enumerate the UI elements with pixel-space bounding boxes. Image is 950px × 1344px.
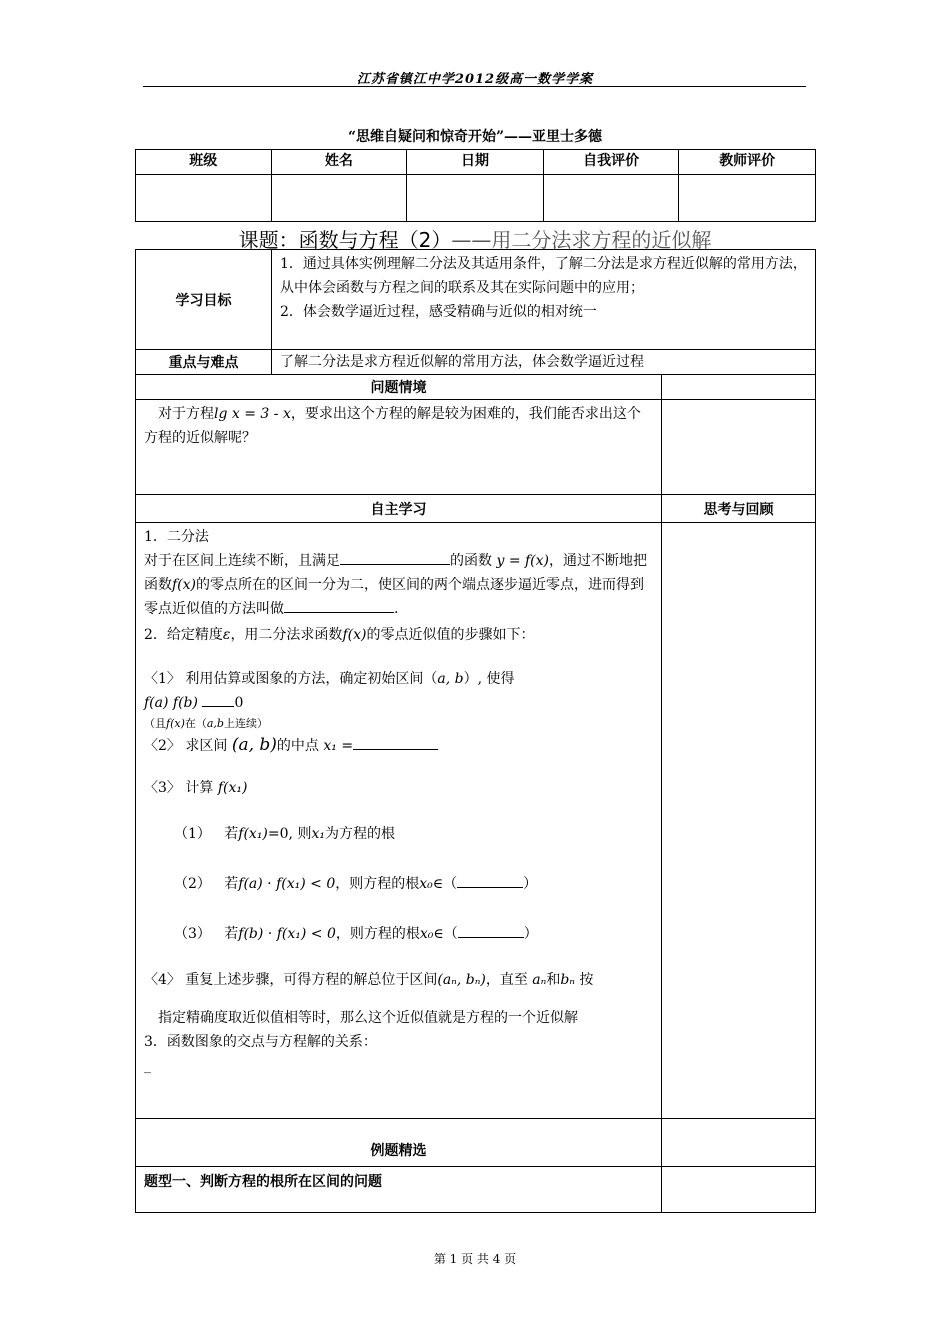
blank-method-name[interactable] (284, 598, 394, 613)
step-1-condition: f(a) f(b) 0 (144, 691, 653, 715)
blank-interval-a[interactable] (457, 873, 523, 888)
step-2: 〈2〉 求区间 (a, b)的中点 x₁ = (144, 733, 653, 758)
col-teacher-eval: 教师评价 (679, 150, 816, 175)
reflection-title: 思考与回顾 (662, 495, 816, 523)
situation-notes[interactable] (662, 400, 816, 495)
page-footer: 第 1 页 共 4 页 (433, 1252, 517, 1266)
goal-item-2: 2．体会数学逼近过程，感受精确与近似的相对统一 (280, 304, 597, 320)
lesson-title: 课题：函数与方程（2）——用二分法求方程的近似解 (238, 228, 712, 252)
blank-interval-b[interactable] (458, 923, 524, 938)
step-4: 〈4〉 重复上述步骤，可得方程的解总位于区间(aₙ, bₙ)，直至 aₙ和bₙ 按 (144, 972, 594, 988)
cell-self-eval[interactable] (543, 175, 679, 222)
equation: lg x = 3 - x (214, 406, 291, 422)
header-title: 江苏省镇江中学2012级高一数学学案 (356, 72, 594, 87)
step-3: 〈3〉 计算 f(x₁) (144, 780, 248, 796)
col-self-eval: 自我评价 (543, 150, 679, 175)
bisection-definition: 对于在区间上连续不断，且满足 的函数 y = f(x)，通过不断地把函数f(x)的零点所在的区间一分为二，使区间的两个端点逐步逼近零点，进而得到零点近似值的方法叫做 . (144, 549, 653, 621)
example-type-1: 题型一、判断方程的根所在区间的问题 (136, 1167, 662, 1213)
goals-label: 学习目标 (136, 250, 272, 350)
case-2: （2） 若f(a) · f(x₁) < 0，则方程的根x₀∈（ ） (144, 872, 653, 896)
situation-title: 问题情境 (136, 375, 662, 400)
lesson-subtitle: ——用二分法求方程的近似解 (451, 228, 712, 252)
cell-date[interactable] (407, 175, 544, 222)
col-class: 班级 (136, 150, 272, 175)
keypoints-text: 了解二分法是求方程近似解的常用方法，体会数学逼近过程 (272, 350, 816, 375)
section-bisection-title: 1．二分法 (144, 529, 209, 545)
answer-dash: _ (144, 1058, 151, 1074)
step-4-cont: 指定精确度取近似值相等时，那么这个近似值就是方程的一个近似解 (158, 1010, 578, 1026)
blank-condition[interactable] (340, 550, 450, 565)
keypoints-label: 重点与难点 (136, 350, 272, 375)
reflection-notes[interactable] (662, 523, 816, 1119)
examples-title: 例题精选 (136, 1119, 662, 1167)
case-1: （1） 若f(x₁)=0, 则x₁为方程的根 (174, 826, 395, 842)
self-study-title: 自主学习 (136, 495, 662, 523)
blank-sign[interactable] (202, 692, 234, 707)
evaluation-table (135, 149, 816, 222)
main-table (135, 249, 816, 1213)
cell-name[interactable] (271, 175, 407, 222)
situation-body: 对于方程lg x = 3 - x，要求出这个方程的解是较为困难的，我们能否求出这个方程的近似解呢？ (136, 400, 662, 495)
case-3: （3） 若f(b) · f(x₁) < 0，则方程的根x₀∈（ ） (144, 922, 653, 946)
blank-midpoint[interactable] (353, 735, 438, 750)
col-name: 姓名 (271, 150, 407, 175)
quote: “思维自疑问和惊奇开始”——亚里士多德 (347, 129, 603, 145)
header-rule (143, 86, 806, 87)
goal-item-1: 1．通过具体实例理解二分法及其适用条件，了解二分法是求方程近似解的常用方法，从中体会函数与方程之间的联系及其在实际问题中的应用； (280, 256, 807, 296)
step-1: 〈1〉 利用估算或图象的方法，确定初始区间（a, b）, 使得 (144, 671, 515, 687)
cell-class[interactable] (136, 175, 272, 222)
steps-intro: 2．给定精度ε，用二分法求函数f(x)的零点近似值的步骤如下： (144, 627, 535, 643)
cell-teacher-eval[interactable] (679, 175, 816, 222)
col-date: 日期 (407, 150, 544, 175)
section-intersection: 3．函数图象的交点与方程解的关系： (144, 1034, 377, 1050)
self-study-body (136, 523, 662, 1119)
step-1-note: （且f(x)在（a,b上连续） (144, 717, 268, 730)
